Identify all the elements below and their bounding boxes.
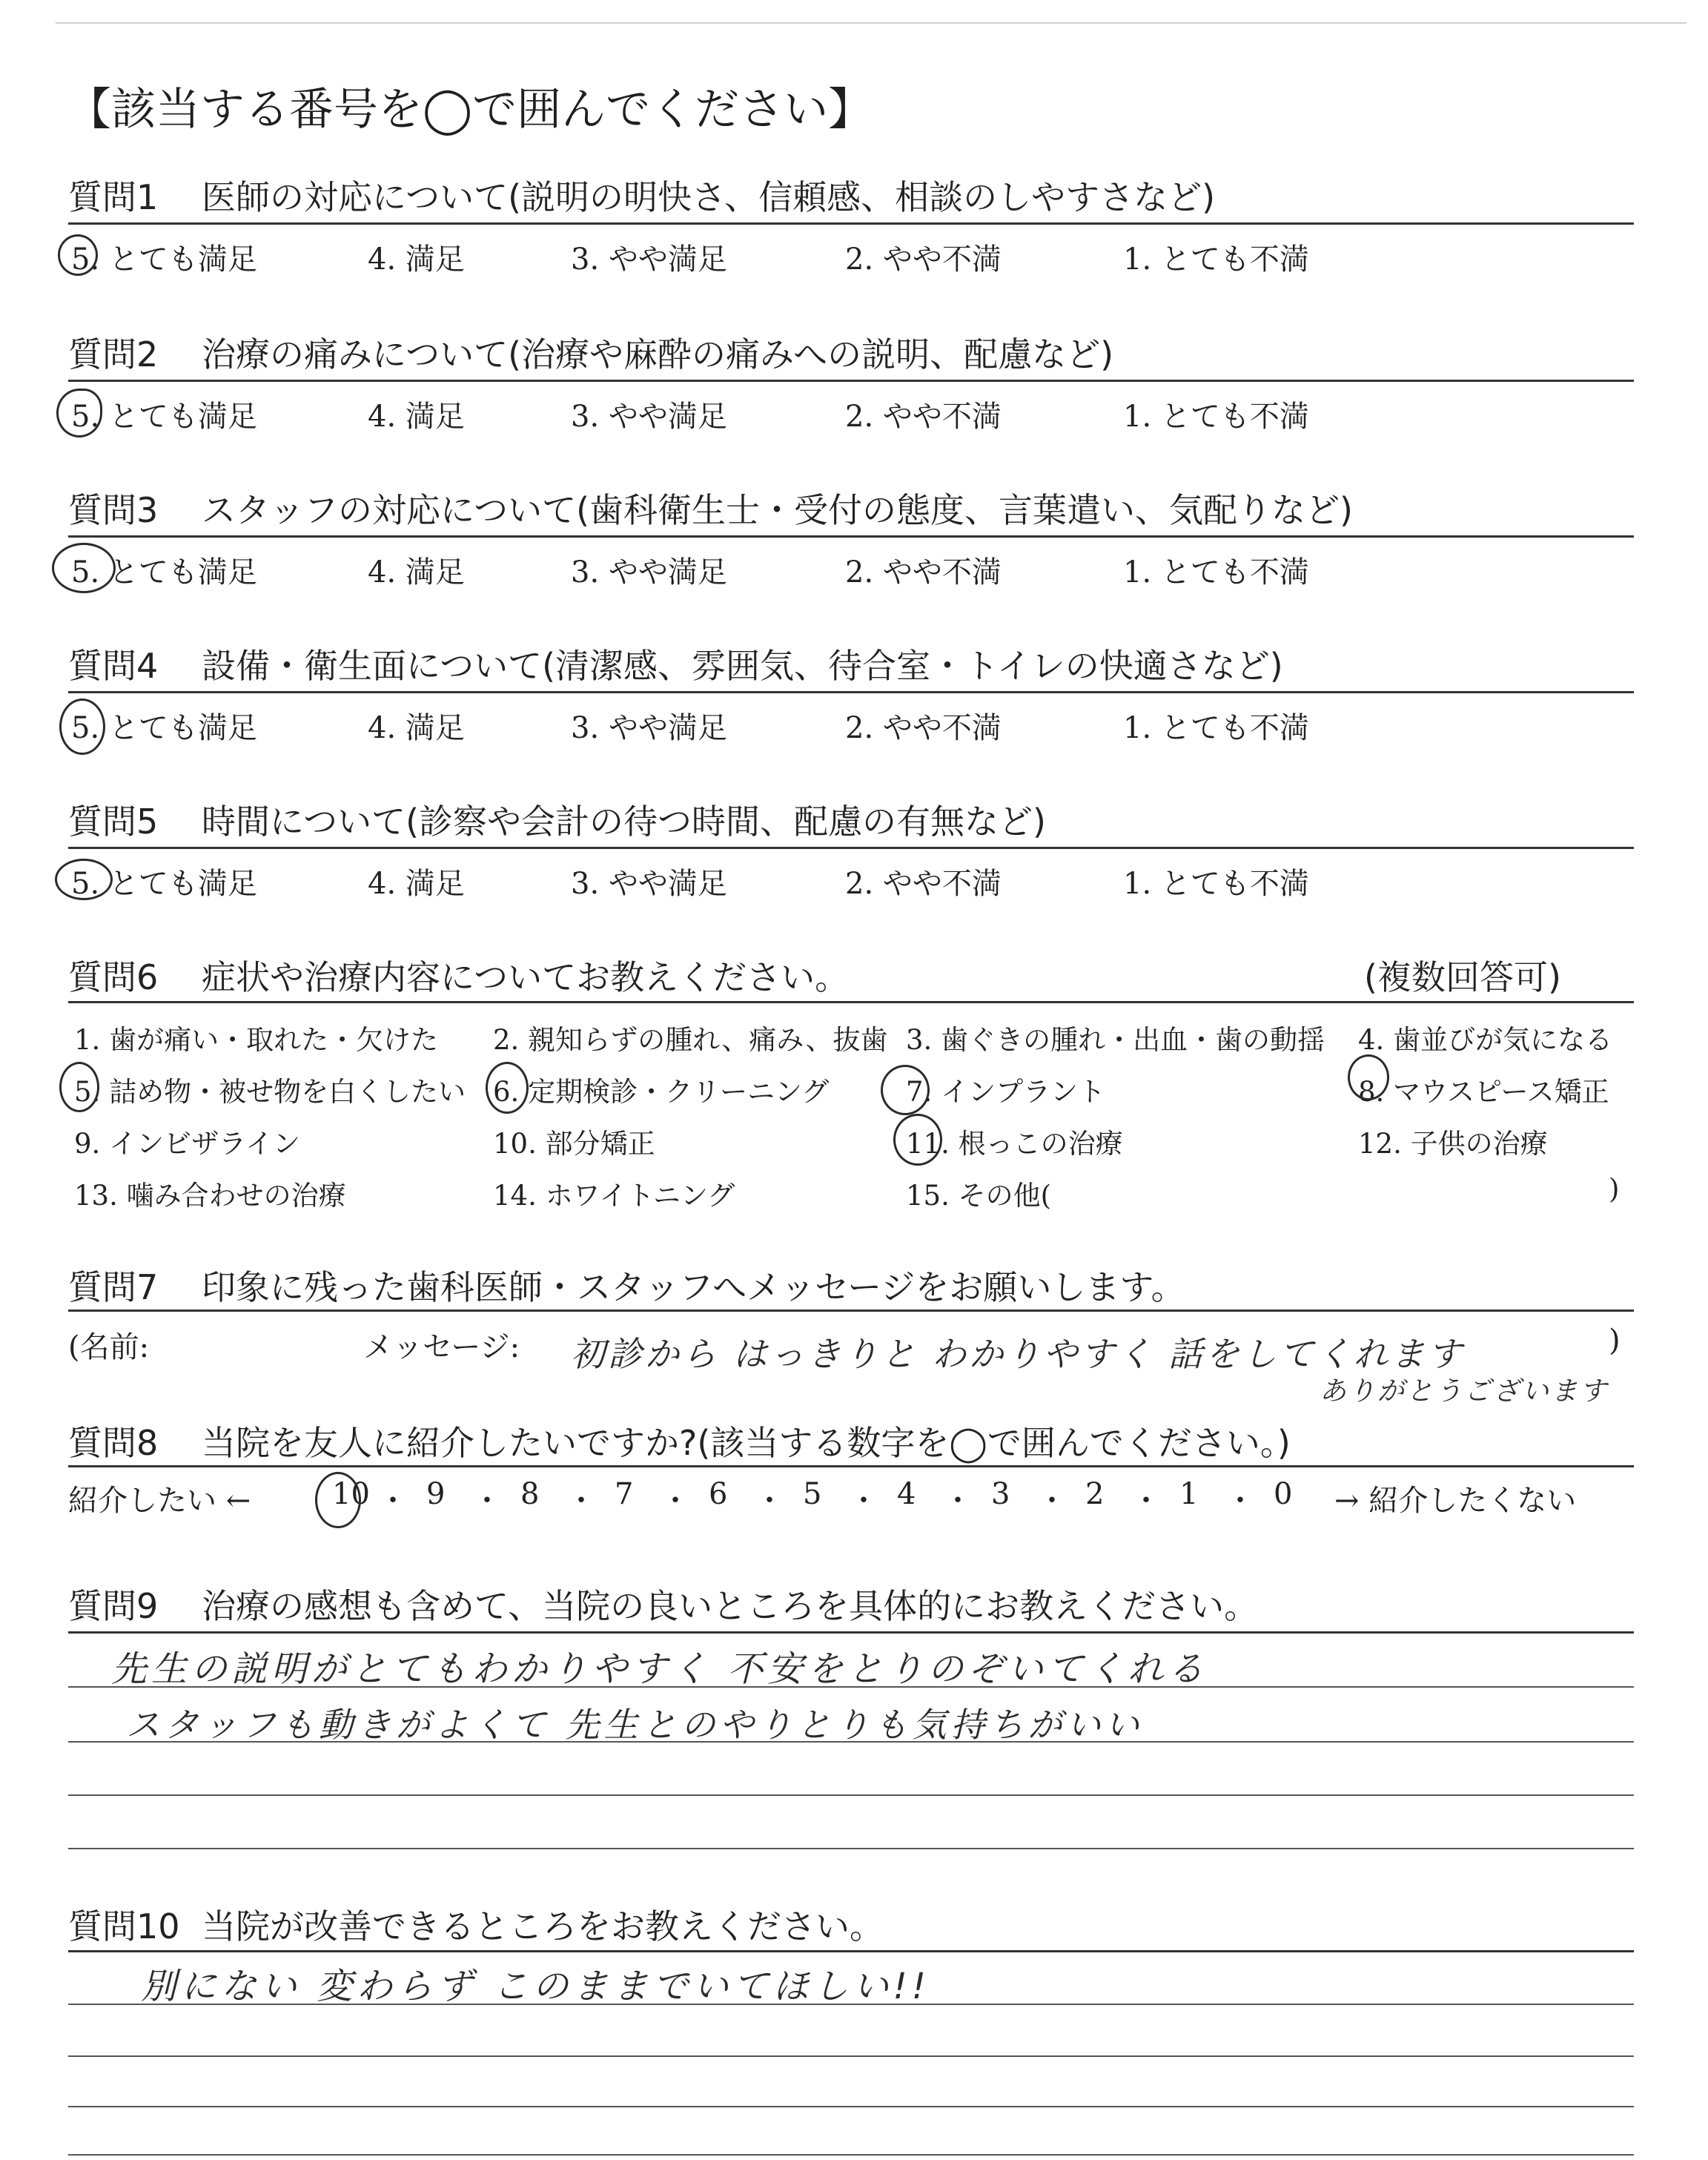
q6-item-12[interactable]: 12. 子供の治療 (1358, 1128, 1548, 1160)
q2-option-2[interactable]: 2. やや不満 (845, 400, 1002, 434)
top-border (56, 22, 1687, 24)
question-4-label: 質問4 (68, 646, 159, 686)
q8-scale-2[interactable]: 2 (1085, 1477, 1105, 1511)
q8-left-label: 紹介したい ← (68, 1484, 251, 1518)
question-2-label: 質問2 (68, 334, 159, 374)
q4-option-3[interactable]: 3. やや満足 (571, 711, 727, 745)
q8-scale-10[interactable]: 10 (332, 1477, 370, 1511)
q6-item-5-circle (59, 1062, 99, 1112)
q4-option-5[interactable]: 5. とても満足 (71, 711, 257, 745)
q9-line-1 (68, 1631, 1634, 1634)
question-8-rule (68, 1465, 1634, 1467)
question-10-label: 質問10 (68, 1906, 180, 1946)
q6-item-9[interactable]: 9. インビザライン (74, 1128, 300, 1160)
q10-line-3 (68, 2055, 1634, 2057)
question-1-label: 質問1 (68, 177, 159, 217)
question-3-label: 質問3 (68, 490, 159, 530)
question-6-label: 質問6 (68, 957, 159, 997)
q8-scale-3[interactable]: 3 (991, 1477, 1010, 1511)
q6-item-15-close: ) (1609, 1173, 1620, 1205)
q4-option-1[interactable]: 1. とても不満 (1123, 711, 1309, 745)
q8-selection-circle (315, 1472, 361, 1528)
question-6-note: (複数回答可) (1364, 957, 1561, 997)
question-5-label: 質問5 (68, 802, 159, 842)
q1-option-2[interactable]: 2. やや不満 (845, 242, 1002, 277)
q6-item-15[interactable]: 15. その他( (906, 1180, 1052, 1212)
question-8-label: 質問8 (68, 1423, 159, 1463)
question-10-text: 当院が改善できるところをお教えください。 (202, 1906, 884, 1946)
q6-item-11-circle (893, 1114, 942, 1166)
q6-item-1[interactable]: 1. 歯が痛い・取れた・欠けた (74, 1024, 439, 1056)
q8-scale-dot: ・ (566, 1484, 596, 1518)
q1-option-5[interactable]: 5. とても満足 (71, 242, 257, 277)
q3-option-1[interactable]: 1. とても不満 (1123, 555, 1309, 589)
q6-item-2[interactable]: 2. 親知らずの腫れ、痛み、抜歯 (493, 1024, 888, 1056)
q8-scale-dot: ・ (1225, 1484, 1255, 1518)
q5-option-2[interactable]: 2. やや不満 (845, 867, 1002, 901)
q5-option-4[interactable]: 4. 満足 (368, 867, 465, 901)
q2-selection-circle (56, 389, 102, 437)
q8-scale-9[interactable]: 9 (426, 1477, 446, 1511)
q6-item-10[interactable]: 10. 部分矯正 (493, 1128, 655, 1160)
q8-scale-dot: ・ (661, 1484, 690, 1518)
question-2-text: 治療の痛みについて(治療や麻酔の痛みへの説明、配慮など) (202, 334, 1114, 374)
q3-option-5[interactable]: 5. とても満足 (71, 555, 257, 589)
q8-scale-dot: ・ (755, 1484, 784, 1518)
q8-scale-4[interactable]: 4 (897, 1477, 916, 1511)
q6-item-5[interactable]: 5. 詰め物・被せ物を白くしたい (74, 1076, 466, 1108)
q1-option-3[interactable]: 3. やや満足 (571, 242, 727, 277)
q8-scale-dot: ・ (1131, 1484, 1161, 1518)
question-8-text: 当院を友人に紹介したいですか?(該当する数字を◯で囲んでください。) (202, 1423, 1291, 1463)
q6-item-3[interactable]: 3. 歯ぐきの腫れ・出血・歯の動揺 (906, 1024, 1325, 1056)
question-5-text: 時間について(診察や会計の待つ時間、配慮の有無など) (202, 802, 1046, 842)
question-2-rule (68, 380, 1634, 382)
q6-item-14[interactable]: 14. ホワイトニング (493, 1180, 735, 1212)
q10-answer-line1: 別にない 変わらず このままでいてほしい!! (141, 1966, 931, 2007)
q8-right-label: → 紹介したくない (1334, 1484, 1577, 1518)
question-4-rule (68, 691, 1634, 693)
q8-scale-6[interactable]: 6 (709, 1477, 728, 1511)
q8-scale-dot: ・ (943, 1484, 973, 1518)
q6-item-8-circle (1348, 1054, 1389, 1100)
q2-option-5[interactable]: 5. とても満足 (71, 400, 257, 434)
q2-option-1[interactable]: 1. とても不満 (1123, 400, 1309, 434)
q6-item-6[interactable]: 6. 定期検診・クリーニング (493, 1076, 830, 1108)
q7-message-line2: ありがとうございます (1320, 1376, 1609, 1407)
question-9-label: 質問9 (68, 1586, 159, 1626)
q10-line-5 (68, 2154, 1634, 2156)
q8-scale-7[interactable]: 7 (615, 1477, 634, 1511)
q6-item-7-circle (881, 1065, 930, 1115)
q1-option-4[interactable]: 4. 満足 (368, 242, 465, 277)
page-title: 【該当する番号を◯で囲んでください】 (67, 84, 873, 136)
q4-selection-circle (59, 698, 105, 755)
q3-option-3[interactable]: 3. やや満足 (571, 555, 727, 589)
q5-option-1[interactable]: 1. とても不満 (1123, 867, 1309, 901)
question-7-label: 質問7 (68, 1267, 159, 1307)
q6-item-4[interactable]: 4. 歯並びが気になる (1358, 1024, 1613, 1056)
q7-name-label: (名前: (68, 1330, 150, 1364)
q7-close-paren: ) (1609, 1324, 1621, 1358)
question-7-rule (68, 1309, 1634, 1312)
question-3-rule (68, 535, 1634, 538)
q8-scale-dot: ・ (849, 1484, 878, 1518)
question-1-text: 医師の対応について(説明の明快さ、信頼感、相談のしやすさなど) (202, 177, 1216, 217)
q8-scale-dot: ・ (1037, 1484, 1067, 1518)
q5-selection-circle (55, 859, 113, 900)
question-7-text: 印象に残った歯科医師・スタッフへメッセージをお願いします。 (202, 1267, 1185, 1307)
q9-answer-line1: 先生の説明がとてもわかりやすく 不安をとりのぞいてくれる (111, 1648, 1208, 1690)
q3-option-2[interactable]: 2. やや不満 (845, 555, 1002, 589)
q8-scale-8[interactable]: 8 (520, 1477, 540, 1511)
q6-item-8[interactable]: 8. マウスピース矯正 (1358, 1076, 1609, 1108)
q5-option-5[interactable]: 5. とても満足 (71, 867, 257, 901)
q5-option-3[interactable]: 3. やや満足 (571, 867, 727, 901)
q9-line-4 (68, 1794, 1634, 1796)
q10-line-4 (68, 2106, 1634, 2107)
question-6-rule (68, 1001, 1634, 1003)
q1-option-1[interactable]: 1. とても不満 (1123, 242, 1309, 277)
q8-scale-1[interactable]: 1 (1179, 1477, 1199, 1511)
q6-item-6-circle (486, 1062, 529, 1114)
q9-line-5 (68, 1848, 1634, 1849)
q8-scale-dot: ・ (472, 1484, 502, 1518)
question-5-rule (68, 847, 1634, 849)
question-9-text: 治療の感想も含めて、当院の良いところを具体的にお教えください。 (202, 1586, 1259, 1626)
q6-item-7[interactable]: 7. インプラント (906, 1076, 1106, 1108)
q8-scale-5[interactable]: 5 (803, 1477, 822, 1511)
question-6-text: 症状や治療内容についてお教えください。 (202, 957, 850, 997)
q7-message-label: メッセージ: (363, 1330, 520, 1364)
q9-answer-line2: スタッフも動きがよくて 先生とのやりとりも気持ちがいい (126, 1705, 1144, 1745)
q3-option-4[interactable]: 4. 満足 (368, 555, 465, 589)
q8-scale-0[interactable]: 0 (1274, 1477, 1293, 1511)
q3-selection-circle (52, 543, 116, 593)
question-1-rule (68, 222, 1634, 225)
question-3-text: スタッフの対応について(歯科衛生士・受付の態度、言葉遣い、気配りなど) (202, 490, 1353, 530)
q6-item-11[interactable]: 11. 根っこの治療 (906, 1128, 1123, 1160)
q4-option-2[interactable]: 2. やや不満 (845, 711, 1002, 745)
q6-item-13[interactable]: 13. 噛み合わせの治療 (74, 1180, 346, 1212)
q4-option-4[interactable]: 4. 満足 (368, 711, 465, 745)
q1-selection-circle (58, 234, 98, 276)
q10-line-1 (68, 1950, 1634, 1952)
q2-option-4[interactable]: 4. 満足 (368, 400, 465, 434)
question-4-text: 設備・衛生面について(清潔感、雰囲気、待合室・トイレの快適さなど) (202, 646, 1283, 686)
q2-option-3[interactable]: 3. やや満足 (571, 400, 727, 434)
q8-scale-dot: ・ (378, 1484, 408, 1518)
q7-message-line1: 初診から はっきりと わかりやすく 話をしてくれます (571, 1334, 1465, 1374)
